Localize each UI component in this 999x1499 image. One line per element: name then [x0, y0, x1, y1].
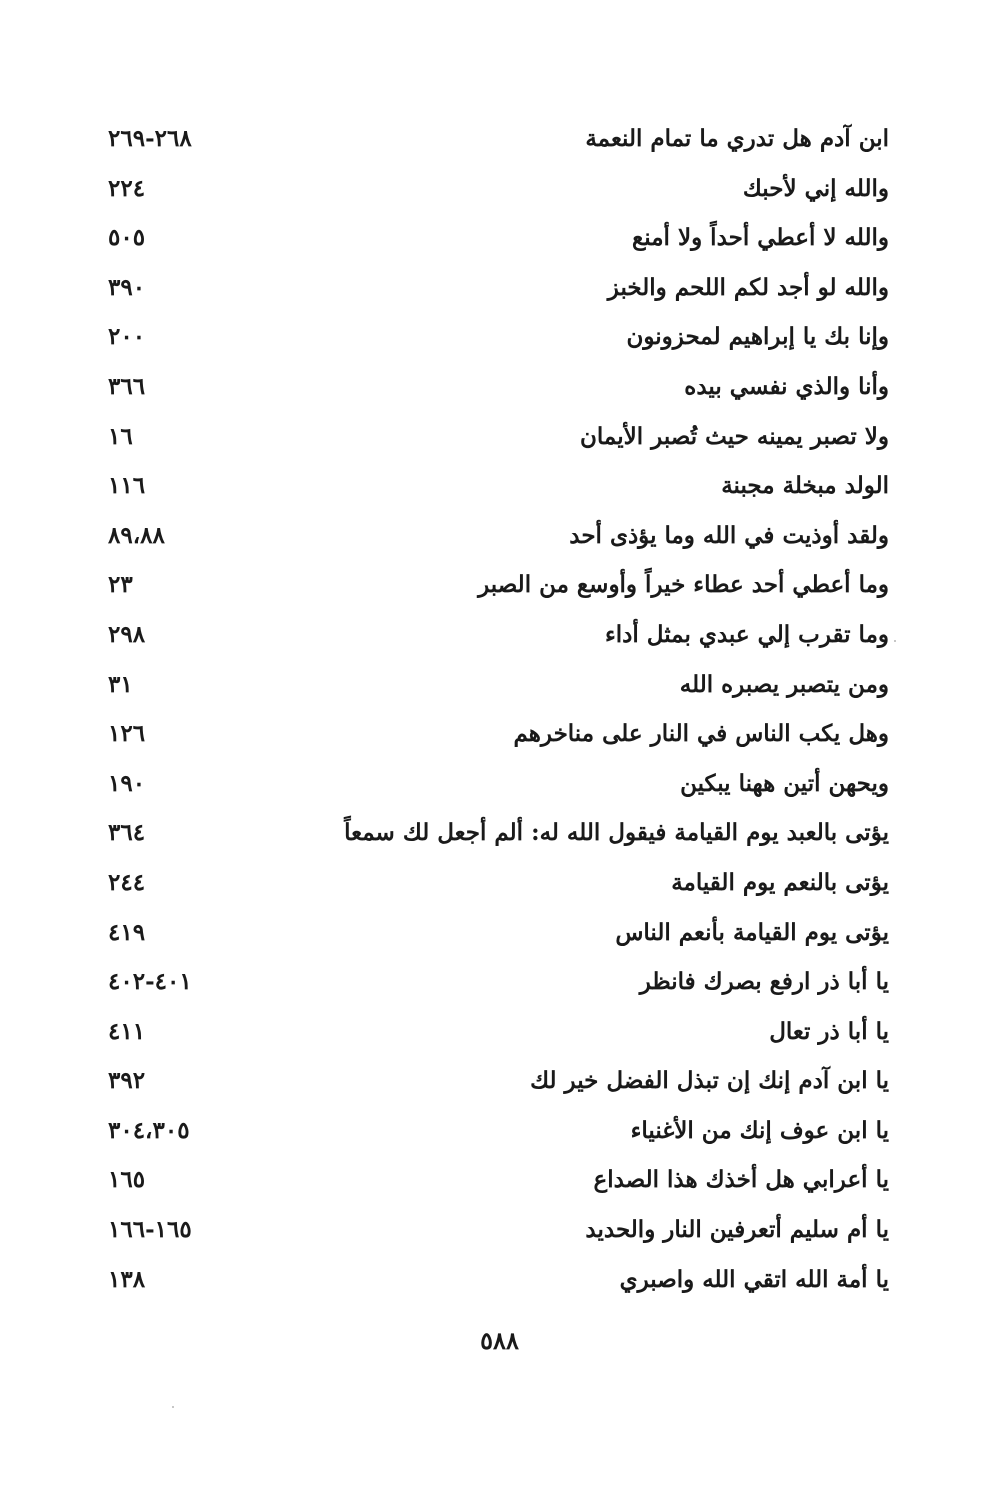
hadith-phrase: وهل يكب الناس في النار على مناخرهم — [513, 720, 889, 748]
index-row — [0, 610, 999, 660]
hadith-index-list — [0, 114, 999, 1304]
index-row — [0, 263, 999, 313]
scan-speck — [894, 640, 896, 642]
page-reference: ٢٦٨-٢٦٩ — [108, 125, 192, 152]
hadith-phrase: يا أم سليم أتعرفين النار والحديد — [585, 1216, 889, 1244]
index-row — [0, 511, 999, 561]
index-row — [0, 808, 999, 858]
hadith-phrase: يا أبا ذر تعال — [769, 1017, 889, 1045]
page-reference: ٣٦٦ — [108, 372, 146, 400]
hadith-phrase: والله إني لأحبك — [742, 174, 889, 202]
index-row — [0, 164, 999, 214]
hadith-phrase: يا أمة الله اتقي الله واصبري — [619, 1265, 889, 1293]
hadith-phrase: يؤتى بالنعم يوم القيامة — [671, 868, 889, 896]
hadith-phrase: يا ابن آدم إنك إن تبذل الفضل خير لك — [530, 1067, 889, 1095]
page-reference: ٢٩٨ — [108, 620, 146, 648]
page-reference: ١٢٦ — [108, 720, 146, 748]
index-row — [0, 1155, 999, 1205]
index-row — [0, 1106, 999, 1156]
hadith-phrase: وأنا والذي نفسي بيده — [684, 372, 889, 400]
index-row — [0, 362, 999, 412]
page-reference: ٣٩٠ — [108, 273, 146, 301]
page-reference: ٢٣ — [108, 571, 133, 599]
hadith-phrase: يا أبا ذر ارفع بصرك فانظر — [639, 968, 889, 996]
page-reference: ١٣٨ — [108, 1265, 146, 1293]
hadith-phrase: يؤتى بالعبد يوم القيامة فيقول الله له: ألم أجعل لك سمعاً — [344, 819, 889, 847]
page-reference: ٢٢٤ — [108, 174, 146, 202]
hadith-phrase: يؤتى يوم القيامة بأنعم الناس — [615, 918, 889, 946]
hadith-phrase: وما تقرب إلي عبدي بمثل أداء — [604, 620, 889, 648]
index-row — [0, 1007, 999, 1057]
hadith-phrase: ولقد أوذيت في الله وما يؤذى أحد — [569, 521, 889, 549]
hadith-phrase: والله لا أعطي أحداً ولا أمنع — [632, 224, 889, 252]
hadith-phrase: يا أعرابي هل أخذك هذا الصداع — [593, 1166, 889, 1194]
index-row — [0, 908, 999, 958]
page-reference: ٢٤٤ — [108, 868, 146, 896]
scan-speck — [172, 1406, 174, 1408]
page-reference: ٢٠٠ — [108, 323, 146, 351]
page-reference: ٥٠٥ — [108, 224, 146, 252]
page-reference: ٣١ — [108, 670, 133, 698]
index-row — [0, 1056, 999, 1106]
hadith-phrase: يا ابن عوف إنك من الأغنياء — [630, 1116, 889, 1144]
page-reference: ٤١٩ — [108, 918, 146, 946]
page-reference: ١٦ — [108, 422, 133, 450]
hadith-phrase: والله لو أجد لكم اللحم والخبز — [607, 273, 889, 301]
page-reference: ١١٦ — [108, 472, 146, 500]
page-reference: ٤٠١-٤٠٢ — [108, 968, 192, 996]
page-reference: ٣٠٤،٣٠٥ — [108, 1116, 190, 1144]
page-reference: ٣٩٢ — [108, 1067, 146, 1095]
page-reference: ٨٩،٨٨ — [108, 521, 165, 549]
page-number: ٥٨٨ — [480, 1326, 519, 1355]
index-row — [0, 709, 999, 759]
page-reference: ١٦٥ — [108, 1166, 146, 1194]
hadith-phrase: ويحهن أتين ههنا يبكين — [680, 769, 889, 797]
index-row — [0, 957, 999, 1007]
index-row — [0, 858, 999, 908]
index-row — [0, 412, 999, 462]
hadith-phrase: ومن يتصبر يصبره الله — [679, 670, 889, 698]
hadith-phrase: ولا تصبر يمينه حيث تُصبر الأيمان — [580, 422, 889, 450]
hadith-phrase: الولد مبخلة مجبنة — [721, 472, 889, 500]
index-row — [0, 660, 999, 710]
index-row — [0, 312, 999, 362]
index-row — [0, 461, 999, 511]
index-row — [0, 759, 999, 809]
page-reference: ٤١١ — [108, 1017, 146, 1045]
hadith-phrase: وما أعطي أحد عطاء خيراً وأوسع من الصبر — [478, 571, 889, 599]
page-reference: ١٩٠ — [108, 769, 146, 797]
index-row — [0, 1255, 999, 1305]
index-row — [0, 560, 999, 610]
index-row — [0, 114, 999, 164]
hadith-phrase: وإنا بك يا إبراهيم لمحزونون — [626, 323, 889, 351]
hadith-phrase: ابن آدم هل تدري ما تمام النعمة — [585, 125, 889, 152]
index-row — [0, 1205, 999, 1255]
page-reference: ١٦٥-١٦٦ — [108, 1216, 192, 1244]
index-row — [0, 213, 999, 263]
page-reference: ٣٦٤ — [108, 819, 146, 847]
